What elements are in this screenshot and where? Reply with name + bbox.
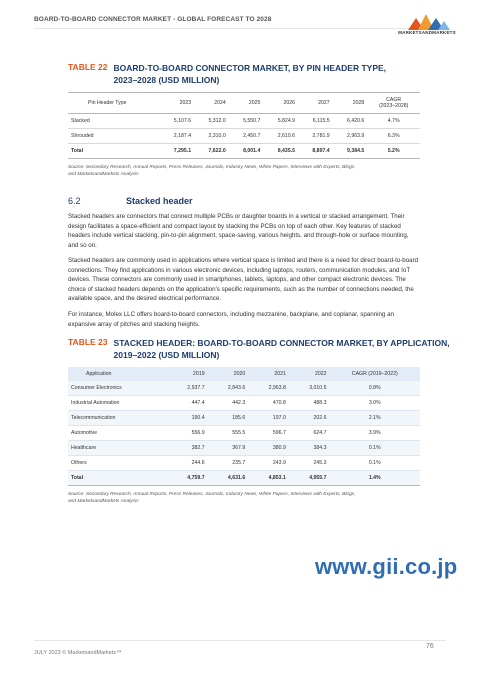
table-row <box>68 426 420 441</box>
table-cell: 6,420.6 <box>347 118 365 124</box>
table22 <box>68 92 420 159</box>
table22-col-header: 2027 <box>318 100 330 106</box>
table-cell: 2,310.0 <box>208 133 226 139</box>
table-row <box>68 441 420 456</box>
table23-source <box>68 491 420 505</box>
table-row <box>68 396 420 411</box>
table-cell: 235.7 <box>232 460 246 466</box>
table-cell: 185.6 <box>232 415 246 421</box>
table-cell: Total <box>71 475 84 481</box>
table-row <box>68 411 420 426</box>
watermark: www.gii.co.jp <box>315 554 458 579</box>
table-cell: 4,955.7 <box>309 475 327 481</box>
header-divider <box>34 28 446 29</box>
table-cell: Automotive <box>71 430 97 436</box>
table22-col-header: 2026 <box>283 100 296 106</box>
table22-title-line2: 2023–2028 (USD MILLION) <box>113 75 220 85</box>
table22-caption <box>68 62 386 86</box>
table23-number: TABLE 23 <box>68 337 108 347</box>
table-cell: 556.9 <box>191 430 205 436</box>
table-cell: 243.9 <box>272 460 286 466</box>
table-cell: 5,107.6 <box>173 118 192 124</box>
table-cell: 8,897.4 <box>312 148 330 154</box>
table-cell: 6,115.5 <box>312 118 330 124</box>
table-row <box>68 114 420 129</box>
table-row <box>68 456 420 471</box>
table22-cagr-period: (2023–2028) <box>378 103 409 109</box>
table22-source <box>68 164 420 178</box>
source-line: and MarketsandMarkets Analysis <box>68 499 139 504</box>
table-cell: Stacked <box>71 118 90 124</box>
table-cell: 5.2% <box>387 148 400 154</box>
table-cell: 5,550.7 <box>243 118 261 124</box>
source-line: Source: Secondary Research, Annual Reports, Press Releases, Journals, Industry News, White Papers, Interviews with Experts, Blogs, <box>68 165 356 170</box>
section-number: 6.2 <box>68 196 81 206</box>
table23-title-line2: 2019–2022 (USD MILLION) <box>113 350 220 360</box>
table-cell: Industrial Automation <box>71 400 120 406</box>
table-cell: 4,853.1 <box>268 475 286 481</box>
table-cell: 2,187.4 <box>173 133 192 139</box>
table22-col-header: 2024 <box>214 100 226 106</box>
table-cell: 2,450.7 <box>243 133 261 139</box>
table-cell: 382.7 <box>191 445 205 451</box>
table-cell: 2,610.6 <box>277 133 296 139</box>
source-line: Source: Secondary Research, Annual Reports, Press Releases, Journals, Industry News, White Papers, Interviews with Experts, Blogs, <box>68 492 356 497</box>
paragraph: Stacked headers are commonly used in applications where vertical space is limited and there is a need for direct board-to-board connections. They find applications in various electronic devices, including laptops, routers, communication modules, and IoT devices. These connectors are commonly used in smartphones, tablets, laptops, and other compact electronic devices. The choice of stacked headers depends on the application's specific requirements, such as the number of connections needed, the available space, and the desired electrical performance. <box>68 257 419 302</box>
table-cell: Shrouded <box>71 133 94 139</box>
table-cell: 555.5 <box>232 430 246 436</box>
table-cell: 624.7 <box>313 430 327 436</box>
table22-header-row <box>68 93 420 114</box>
table23-caption <box>68 337 450 361</box>
table23-col-header: 2019 <box>193 371 205 377</box>
table22-col-header: 2023 <box>179 100 192 106</box>
table-cell: 7,622.0 <box>208 148 226 154</box>
table-cell: 0.1% <box>368 460 381 466</box>
table-cell: 5,312.0 <box>208 118 226 124</box>
table22-title-line1: BOARD-TO-BOARD CONNECTOR MARKET, BY PIN HEADER TYPE, <box>113 63 387 73</box>
table22-col-header: 2028 <box>352 100 365 106</box>
table22-number: TABLE 22 <box>68 62 108 72</box>
table-cell: 488.3 <box>313 400 327 406</box>
table-cell: 1.4% <box>368 475 381 481</box>
table22-cagr-label: CAGR <box>386 97 402 103</box>
table-row <box>68 381 420 396</box>
table-cell: 367.9 <box>232 445 246 451</box>
table-cell: 442.3 <box>232 400 246 406</box>
section-title: Stacked header <box>126 196 193 206</box>
table-cell: 3.0% <box>368 400 381 406</box>
table-cell: 9,384.5 <box>347 148 365 154</box>
table-cell: 2.1% <box>368 415 381 421</box>
table-cell: 7,295.1 <box>173 148 192 154</box>
paragraph: Stacked headers are connectors that connect multiple PCBs or daughter boards in a vertical or stacked arrangement. Their design facilitates a space-efficient and compact layout by stacking the PCBs on top of each other. Key features of stacked headers include vertical stacking, pin-to-pin alignment, space-saving, various heights, and through-hole or surface mounting, and so on. <box>68 213 409 249</box>
logo-text: MARKETSANDMARKETS <box>398 30 456 35</box>
table23 <box>68 367 420 486</box>
table-cell: 4.7% <box>387 118 400 124</box>
table-cell: 2,963.9 <box>347 133 365 139</box>
table-cell: 197.0 <box>272 415 286 421</box>
table-cell: 190.4 <box>191 415 205 421</box>
table23-title-line1: STACKED HEADER: BOARD-TO-BOARD CONNECTOR MARKET, BY APPLICATION, <box>113 338 450 348</box>
source-line: and MarketsandMarkets Analysis <box>68 172 139 177</box>
table-cell: 8,435.5 <box>277 148 296 154</box>
table-cell: 6.3% <box>387 133 400 139</box>
table-cell: 4,631.6 <box>227 475 246 481</box>
table-cell: 4,759.7 <box>187 475 205 481</box>
table23-col-header: 2022 <box>314 371 327 377</box>
table-cell: 2,781.9 <box>312 133 330 139</box>
table-cell: 2,963.8 <box>268 385 286 391</box>
table-cell: Others <box>71 460 87 466</box>
table23-col-header: 2021 <box>274 371 286 377</box>
table22-col-header: Pin Header Type <box>88 100 127 106</box>
table23-col-header: Application <box>86 371 112 377</box>
table-cell: 5,824.9 <box>277 118 296 124</box>
table-cell: 202.6 <box>313 415 327 421</box>
table22-col-header: 2025 <box>248 100 261 106</box>
table-cell: 470.8 <box>272 400 286 406</box>
page-number: 76 <box>426 643 434 650</box>
table23-col-header: 2020 <box>233 371 246 377</box>
table23-col-header: CAGR (2019–2022) <box>351 371 398 377</box>
table-cell: 3.9% <box>368 430 381 436</box>
table-cell: 3,010.5 <box>309 385 327 391</box>
table-total-row <box>68 471 420 486</box>
table-cell: 380.9 <box>272 445 286 451</box>
table-cell: 2,937.7 <box>187 385 205 391</box>
table-cell: Consumer Electronics <box>71 385 122 391</box>
table-cell: 244.6 <box>191 460 205 466</box>
footer-copyright: JULY 2023 © MarketsandMarkets™ <box>34 650 122 656</box>
report-title: BOARD-TO-BOARD CONNECTOR MARKET - GLOBAL FORECAST TO 2028 <box>34 16 272 23</box>
table-cell: 8,001.4 <box>243 148 261 154</box>
paragraph: For instance, Molex LLC offers board-to-board connectors, including mezzanine, backplane, and coplanar, spanning an expansive array of pitches and stacking heights. <box>68 311 394 328</box>
table-cell: Total <box>71 148 84 154</box>
table-cell: 2,843.6 <box>227 385 246 391</box>
table-cell: 0.1% <box>368 445 381 451</box>
table-cell: 447.4 <box>191 400 205 406</box>
table23-header-row <box>68 367 420 381</box>
table-row <box>68 129 420 144</box>
table22-col-header-cagr <box>367 93 420 114</box>
table-total-row <box>68 144 420 159</box>
table-cell: 596.7 <box>272 430 286 436</box>
table-cell: Healthcare <box>71 445 97 451</box>
footer-divider <box>34 640 446 641</box>
table-cell: 245.3 <box>313 460 327 466</box>
table-cell: 384.3 <box>313 445 327 451</box>
table-cell: Telecommunication <box>71 415 116 421</box>
table-cell: 0.8% <box>368 385 381 391</box>
